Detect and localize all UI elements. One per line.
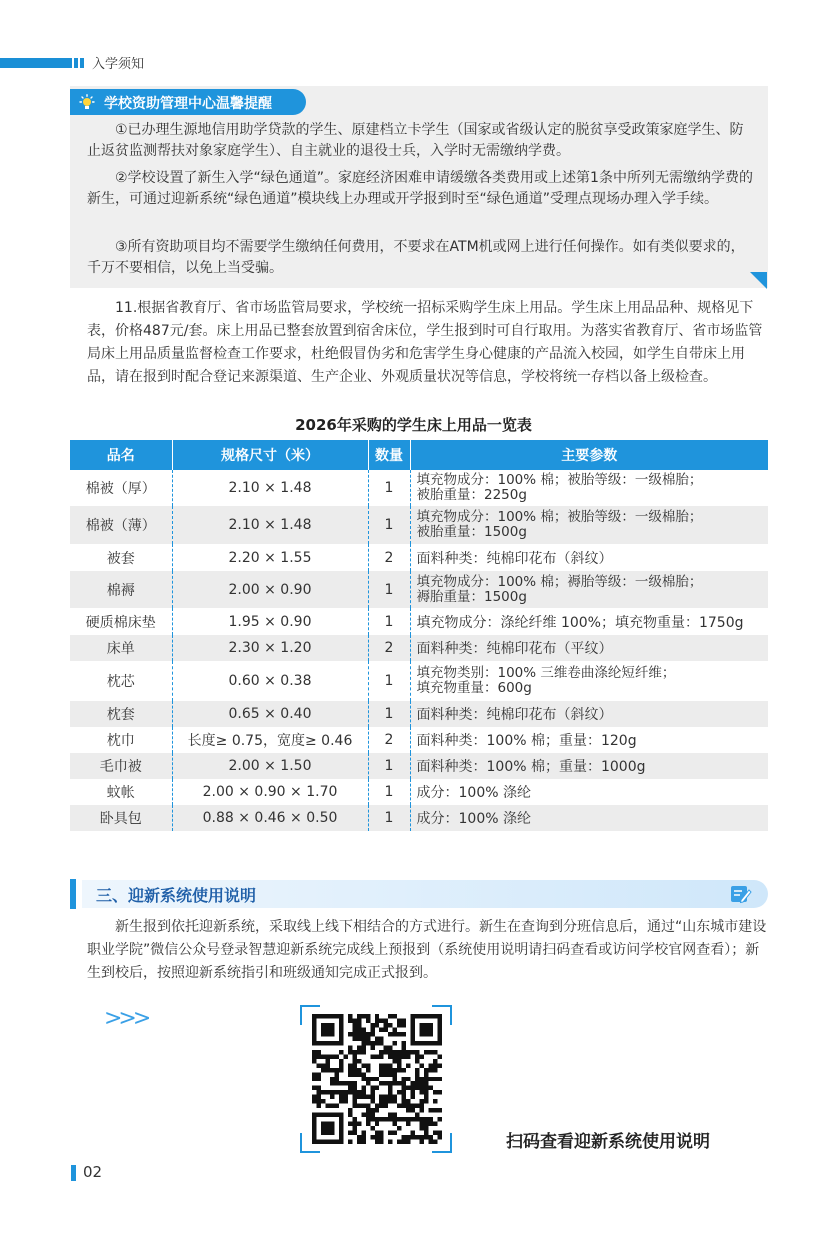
item-qty: 2	[368, 727, 410, 753]
table-row	[70, 571, 768, 608]
item-size: 2.10 × 1.48	[172, 506, 368, 544]
item-qty: 1	[368, 805, 410, 831]
table-row	[70, 608, 768, 635]
qr-code-icon[interactable]	[312, 1013, 442, 1145]
item-name: 床单	[70, 635, 172, 661]
table-header-row	[70, 440, 768, 470]
section-title: 三、迎新系统使用说明	[96, 886, 257, 905]
item-name: 被套	[70, 544, 172, 571]
item-name: 卧具包	[70, 805, 172, 831]
item-params	[410, 506, 768, 544]
column-header: 数量	[368, 440, 410, 470]
param-line: 填充物成分：100% 棉；被胎等级：一级棉胎；	[416, 509, 703, 525]
table-row	[70, 661, 768, 701]
table-row	[70, 779, 768, 805]
bedding-table	[70, 440, 768, 831]
table-title: 2026年采购的学生床上用品一览表	[295, 416, 532, 434]
item-params: 面料种类：100% 棉；重量：1000g	[410, 753, 768, 779]
edit-note-icon	[730, 884, 752, 904]
item-name: 蚊帐	[70, 779, 172, 805]
notice-item-1: ①已办理生源地信用助学贷款的学生、原建档立卡学生（国家或省级认定的脱贫享受政策家庭学生、防止返贫监测帮扶对象家庭学生）、自主就业的退役士兵，入学时无需缴纳学费。	[87, 122, 744, 159]
param-line: 褥胎重量：1500g	[416, 588, 527, 605]
item-params	[410, 470, 768, 506]
column-header: 主要参数	[410, 440, 768, 470]
item-qty: 1	[368, 753, 410, 779]
item-size: 2.00 × 1.50	[172, 753, 368, 779]
item-params: 面料种类：纯棉印花布（斜纹）	[410, 544, 768, 571]
item-params: 面料种类：纯棉印花布（平纹）	[410, 635, 768, 661]
lightbulb-icon	[78, 94, 96, 112]
param-line: 填充物重量：600g	[416, 680, 532, 696]
item-qty: 1	[368, 779, 410, 805]
column-header: 规格尺寸（米）	[172, 440, 368, 470]
header-accent-bar	[80, 58, 84, 68]
item-size: 2.00 × 0.90	[172, 571, 368, 608]
item-size: 2.30 × 1.20	[172, 635, 368, 661]
item-params: 成分：100% 涤纶	[410, 805, 768, 831]
paragraph-11: 11.根据省教育厅、省市场监管局要求，学校统一招标采购学生床上用品。学生床上用品品种、规格见下表，价格487元/套。床上用品已整套放置到宿舍床位，学生报到时可自行取用。为落实省教育厅、省市场监管局床上用品质量监督检查工作要求，杜绝假冒伪劣和危害学生身心健康的产品流入校园，如学生自带床上用品，请在报到时配合登记来源渠道、生产企业、外观质量状况等信息，学校将统一存档以备上级检查。	[87, 300, 763, 385]
header-accent-bar	[0, 58, 72, 68]
notice-title: 学校资助管理中心温馨提醒	[104, 96, 272, 112]
item-name: 棉褥	[70, 571, 172, 608]
section-accent-bar	[70, 879, 76, 909]
chevron-right-icon: >>>	[104, 1006, 148, 1031]
item-size: 2.00 × 0.90 × 1.70	[172, 779, 368, 805]
item-qty: 1	[368, 661, 410, 701]
table-row	[70, 506, 768, 544]
item-name: 棉被（薄）	[70, 506, 172, 544]
param-line: 被胎重量：2250g	[416, 487, 527, 503]
notice-corner-triangle	[750, 272, 767, 289]
item-qty: 2	[368, 544, 410, 571]
table-row	[70, 805, 768, 831]
item-name: 枕芯	[70, 661, 172, 701]
item-params	[410, 661, 768, 701]
page-number-bar	[71, 1165, 76, 1181]
item-name: 毛巾被	[70, 753, 172, 779]
qr-caption: 扫码查看迎新系统使用说明	[506, 1132, 710, 1152]
column-header: 品名	[70, 440, 172, 470]
item-params	[410, 571, 768, 608]
item-size: 2.20 × 1.55	[172, 544, 368, 571]
header-section-label: 入学须知	[92, 57, 145, 72]
item-name: 枕套	[70, 701, 172, 727]
table-row	[70, 635, 768, 661]
item-qty: 2	[368, 635, 410, 661]
table-row	[70, 753, 768, 779]
table-row	[70, 544, 768, 571]
notice-item-3: ③所有资助项目均不需要学生缴纳任何费用，不要求在ATM机或网上进行任何操作。如有类似要求的，千万不要相信，以免上当受骗。	[87, 239, 745, 276]
item-params: 面料种类：纯棉印花布（斜纹）	[410, 701, 768, 727]
item-qty: 1	[368, 701, 410, 727]
item-name: 硬质棉床垫	[70, 608, 172, 635]
param-line: 填充物类别：100% 三维卷曲涤纶短纤维；	[416, 665, 676, 681]
item-params: 填充物成分：涤纶纤维 100%；填充物重量：1750g	[410, 608, 768, 635]
table-row	[70, 701, 768, 727]
item-name: 枕巾	[70, 727, 172, 753]
item-name: 棉被（厚）	[70, 470, 172, 506]
section3-body: 新生报到依托迎新系统，采取线上线下相结合的方式进行。新生在查询到分班信息后，通过“山东城市建设职业学院”微信公众号登录智慧迎新系统完成线上预报到（系统使用说明请扫码查看或访问学校官网查看）；新生到校后，按照迎新系统指引和班级通知完成正式报到。	[87, 919, 767, 981]
notice-item-2: ②学校设置了新生入学“绿色通道”。家庭经济困难申请缓缴各类费用或上述第1条中所列无需缴纳学费的新生，可通过迎新系统“绿色通道”模块线上办理或开学报到时至“绿色通道”受理点现场办理入学手续。	[87, 170, 753, 207]
table-row	[70, 470, 768, 506]
param-line: 填充物成分：100% 棉；被胎等级：一级棉胎；	[416, 472, 703, 488]
item-qty: 1	[368, 571, 410, 608]
item-size: 0.65 × 0.40	[172, 701, 368, 727]
item-size: 0.88 × 0.46 × 0.50	[172, 805, 368, 831]
item-params: 面料种类：100% 棉；重量：120g	[410, 727, 768, 753]
item-qty: 1	[368, 506, 410, 544]
item-size: 0.60 × 0.38	[172, 661, 368, 701]
item-qty: 1	[368, 608, 410, 635]
item-size: 1.95 × 0.90	[172, 608, 368, 635]
page-number: 02	[83, 1163, 103, 1181]
table-row	[70, 727, 768, 753]
item-size: 长度≥ 0.75，宽度≥ 0.46	[172, 727, 368, 753]
param-line: 被胎重量：1500g	[416, 524, 527, 540]
item-size: 2.10 × 1.48	[172, 470, 368, 506]
header-accent-bar	[74, 58, 78, 68]
item-qty: 1	[368, 470, 410, 506]
item-params: 成分：100% 涤纶	[410, 779, 768, 805]
param-line: 填充物成分：100% 棉；褥胎等级：一级棉胎；	[416, 573, 703, 590]
